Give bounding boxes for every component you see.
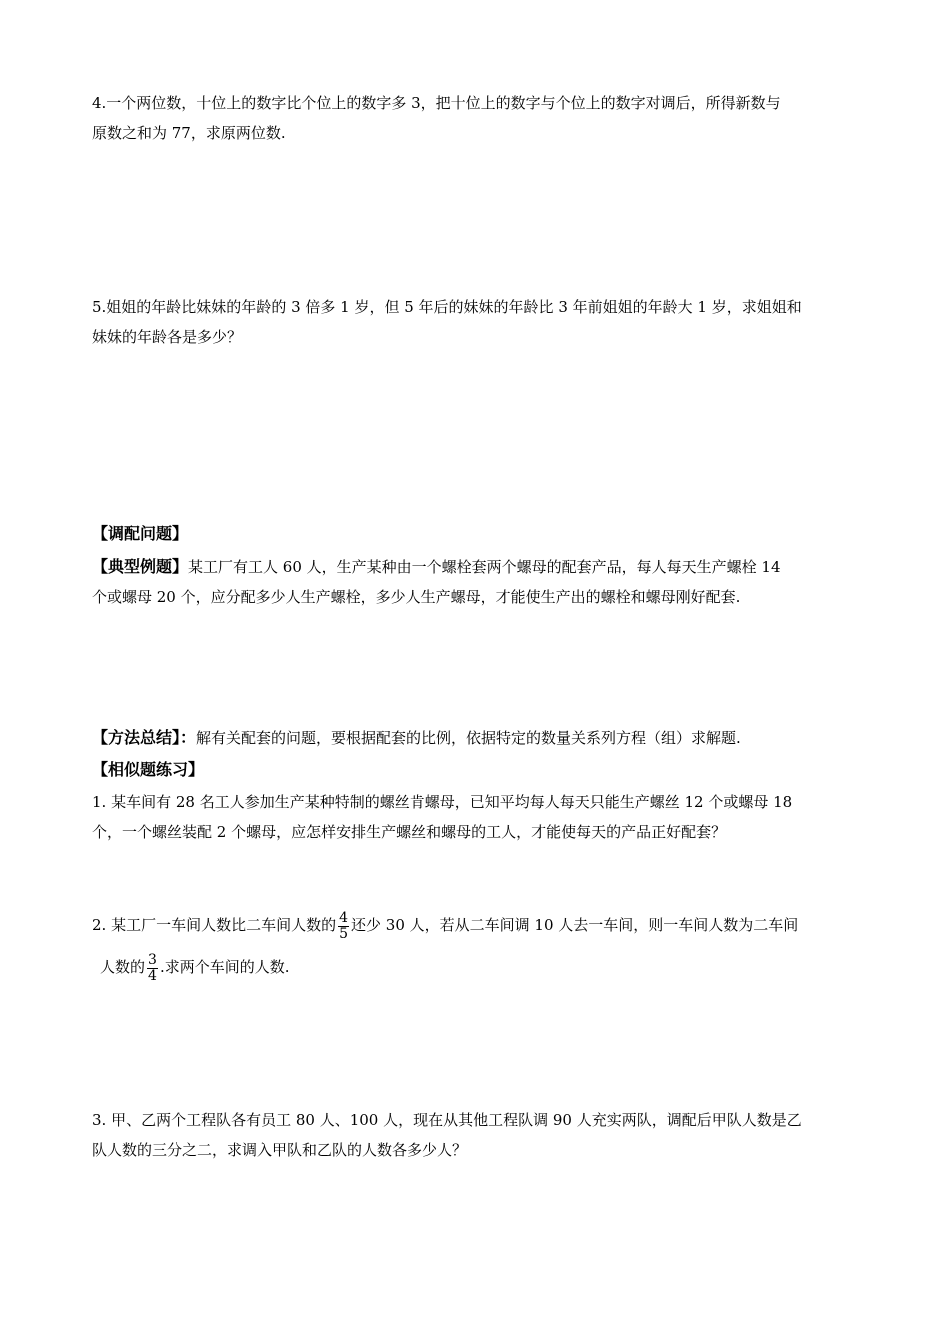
fraction-denominator: 5 (339, 925, 349, 942)
fraction-three-quarters (147, 953, 158, 984)
example-label: 【典型例题】 (92, 557, 189, 576)
practice-2-text-1b: 还少 30 人，若从二车间调 10 人去一车间，则一车间人数为二车间 (351, 916, 799, 934)
fraction-numerator: 4 (339, 909, 349, 926)
typical-example (92, 552, 862, 612)
practice-2-text-1a: 2. 某工厂一车间人数比二车间人数的 (92, 916, 337, 934)
practice-2-line-1 (92, 905, 862, 945)
practice-2-text-2b: .求两个车间的人数. (159, 958, 290, 976)
practice-section (92, 756, 862, 784)
example-line-2: 个或螺母 20 个，应分配多少人生产螺栓，多少人生产螺母，才能使生产出的螺栓和螺母刚好配套. (92, 588, 741, 606)
practice-2-text-2a: 人数的 (100, 958, 146, 976)
practice-title: 【相似题练习】 (92, 760, 205, 779)
practice-3 (92, 1105, 862, 1165)
example-text-1: 某工厂有工人 60 人，生产某种由一个螺栓套两个螺母的配套产品，每人每天生产螺栓 14 (188, 558, 781, 576)
practice-1 (92, 787, 862, 847)
practice-1-line-1: 1. 某车间有 28 名工人参加生产某种特制的螺丝肯螺母，已知平均每人每天只能生产螺丝 12 个或螺母 18 (92, 793, 793, 811)
question-4 (92, 88, 862, 148)
fraction-four-fifths (338, 911, 349, 942)
practice-1-line-2: 个，一个螺丝装配 2 个螺母，应怎样安排生产螺丝和螺母的工人，才能使每天的产品正好配套？ (92, 823, 727, 841)
question-4-line-2: 原数之和为 77，求原两位数. (92, 124, 286, 142)
practice-3-line-2: 队人数的三分之二，求调入甲队和乙队的人数各多少人？ (92, 1141, 468, 1159)
method-text: 解有关配套的问题，要根据配套的比例，依据特定的数量关系列方程（组）求解题. (196, 729, 741, 747)
fraction-denominator: 4 (148, 967, 157, 984)
method-summary (92, 723, 862, 753)
question-4-line-1: 4.一个两位数，十位上的数字比个位上的数字多 3，把十位上的数字与个位上的数字对调后，所得新数与 (92, 94, 781, 112)
question-5 (92, 292, 862, 352)
practice-2 (92, 905, 862, 989)
example-line-1 (92, 552, 862, 582)
method-line (92, 723, 862, 753)
practice-3-line-1: 3. 甲、乙两个工程队各有员工 80 人、100 人，现在从其他工程队调 90 人充实两队，调配后甲队人数是乙 (92, 1111, 802, 1129)
fraction-numerator: 3 (148, 951, 157, 968)
question-5-line-2: 妹妹的年龄各是多少？ (92, 328, 243, 346)
question-5-line-1: 5.姐姐的年龄比妹妹的年龄的 3 倍多 1 岁，但 5 年后的妹妹的年龄比 3 年前姐姐的年龄大 1 岁，求姐姐和 (92, 298, 802, 316)
section-title: 【调配问题】 (92, 524, 189, 543)
section-allocation (92, 520, 862, 548)
method-label: 【方法总结】： (92, 728, 197, 747)
practice-2-line-2 (92, 945, 862, 989)
